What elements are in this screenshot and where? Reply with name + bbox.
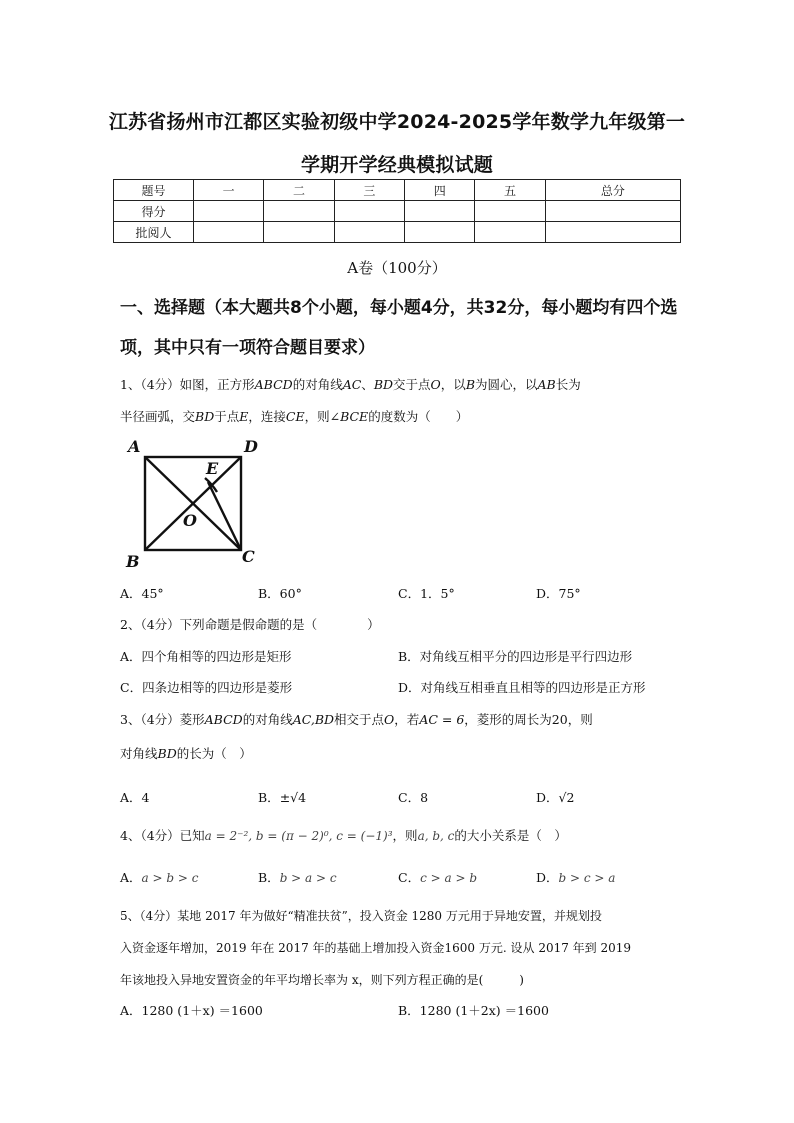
square-figure [120,432,270,572]
label-a: A [128,437,141,456]
score-row [114,201,681,222]
label-o: O [183,511,197,530]
score-table-header-row [114,180,681,201]
question-4-stem: 4、（4分）已知a = 2⁻², b = (π − 2)⁰, c = (−1)³，则a, b, c的大小关系是（ ） [120,828,567,843]
reviewer-row [114,222,681,243]
title-line-1: 江苏省扬州市江都区实验初级中学2024-2025学年数学九年级第一 [108,111,686,133]
score-cell [405,222,475,243]
q1-option-b: B．60° [258,586,302,601]
label-e: E [206,459,219,478]
header-cell: 四 [405,180,475,201]
q1-option-c: C．1．5° [398,586,455,601]
q4-option-b: B．b > a > c [258,870,337,885]
q4-option-c: C．c > a > b [398,870,478,885]
score-cell [334,222,404,243]
question-5: 5、（4分）某地 2017 年为做好“精准扶贫”，投入资金 1280 万元用于异地安置，并规划投 入资金逐年增加，2019 年在 2017 年的基础上增加投入资金1600 万元. 设从 2017 年到 2019 年该地投入异地安置资金的年平均增长率为 x，则下列方程正确的是( ) [120,909,632,987]
header-cell: 二 [264,180,334,201]
question-1: 1、（4分）如图，正方形ABCD的对角线AC、BD交于点O，以B为圆心，以AB长为 半径画弧，交BD于点E，连接CE，则∠BCE的度数为（ ） [120,377,581,424]
q3-option-b: B．±√4 [258,790,307,805]
section-a-heading: A卷（100分） [347,259,447,277]
label-b: B [126,552,140,571]
header-cell: 题号 [114,180,194,201]
header-cell: 一 [194,180,264,201]
header-cell: 总分 [545,180,680,201]
header-cell: 三 [334,180,404,201]
q4-option-d: D．b > c > a [536,870,616,885]
score-cell [475,201,545,222]
score-table [113,179,681,243]
label-d: D [244,437,258,456]
q2-option-d: D．对角线互相垂直且相等的四边形是正方形 [398,680,646,695]
score-cell [545,222,680,243]
question-2-stem: 2、（4分）下列命题是假命题的是（ ） [120,617,380,632]
q3-option-a: A．4 [120,790,150,805]
q5-option-a: A．1280 (1＋x) ＝1600 [120,1003,263,1018]
q2-option-c: C．四条边相等的四边形是菱形 [120,680,293,695]
score-cell [334,201,404,222]
score-cell [545,201,680,222]
row-label: 批阅人 [114,222,194,243]
score-cell [405,201,475,222]
score-cell [264,222,334,243]
score-cell [194,222,264,243]
part1-heading: 一、选择题（本大题共8个小题，每小题4分，共32分，每小题均有四个选项，其中只有一项符合题目要求） [120,298,678,358]
segment-ce [208,482,241,550]
question-3: 3、（4分）菱形ABCD的对角线AC,BD相交于点O，若AC = 6，菱形的周长为20，则 对角线BD的长为（ ） [120,712,593,761]
q5-option-b: B．1280 (1＋2x) ＝1600 [398,1003,549,1018]
title-line-2: 学期开学经典模拟试题 [300,154,493,176]
score-cell [475,222,545,243]
q3-option-c: C．8 [398,790,429,805]
score-cell [264,201,334,222]
q1-option-a: A．45° [120,586,164,601]
q2-option-b: B．对角线互相平分的四边形是平行四边形 [398,649,633,664]
q1-option-d: D．75° [536,586,581,601]
label-c: C [242,547,255,566]
q3-option-d: D．√2 [536,790,575,805]
header-cell: 五 [475,180,545,201]
q2-option-a: A．四个角相等的四边形是矩形 [120,649,292,664]
q4-option-a: A．a > b > c [120,870,199,885]
row-label: 得分 [114,201,194,222]
score-cell [194,201,264,222]
